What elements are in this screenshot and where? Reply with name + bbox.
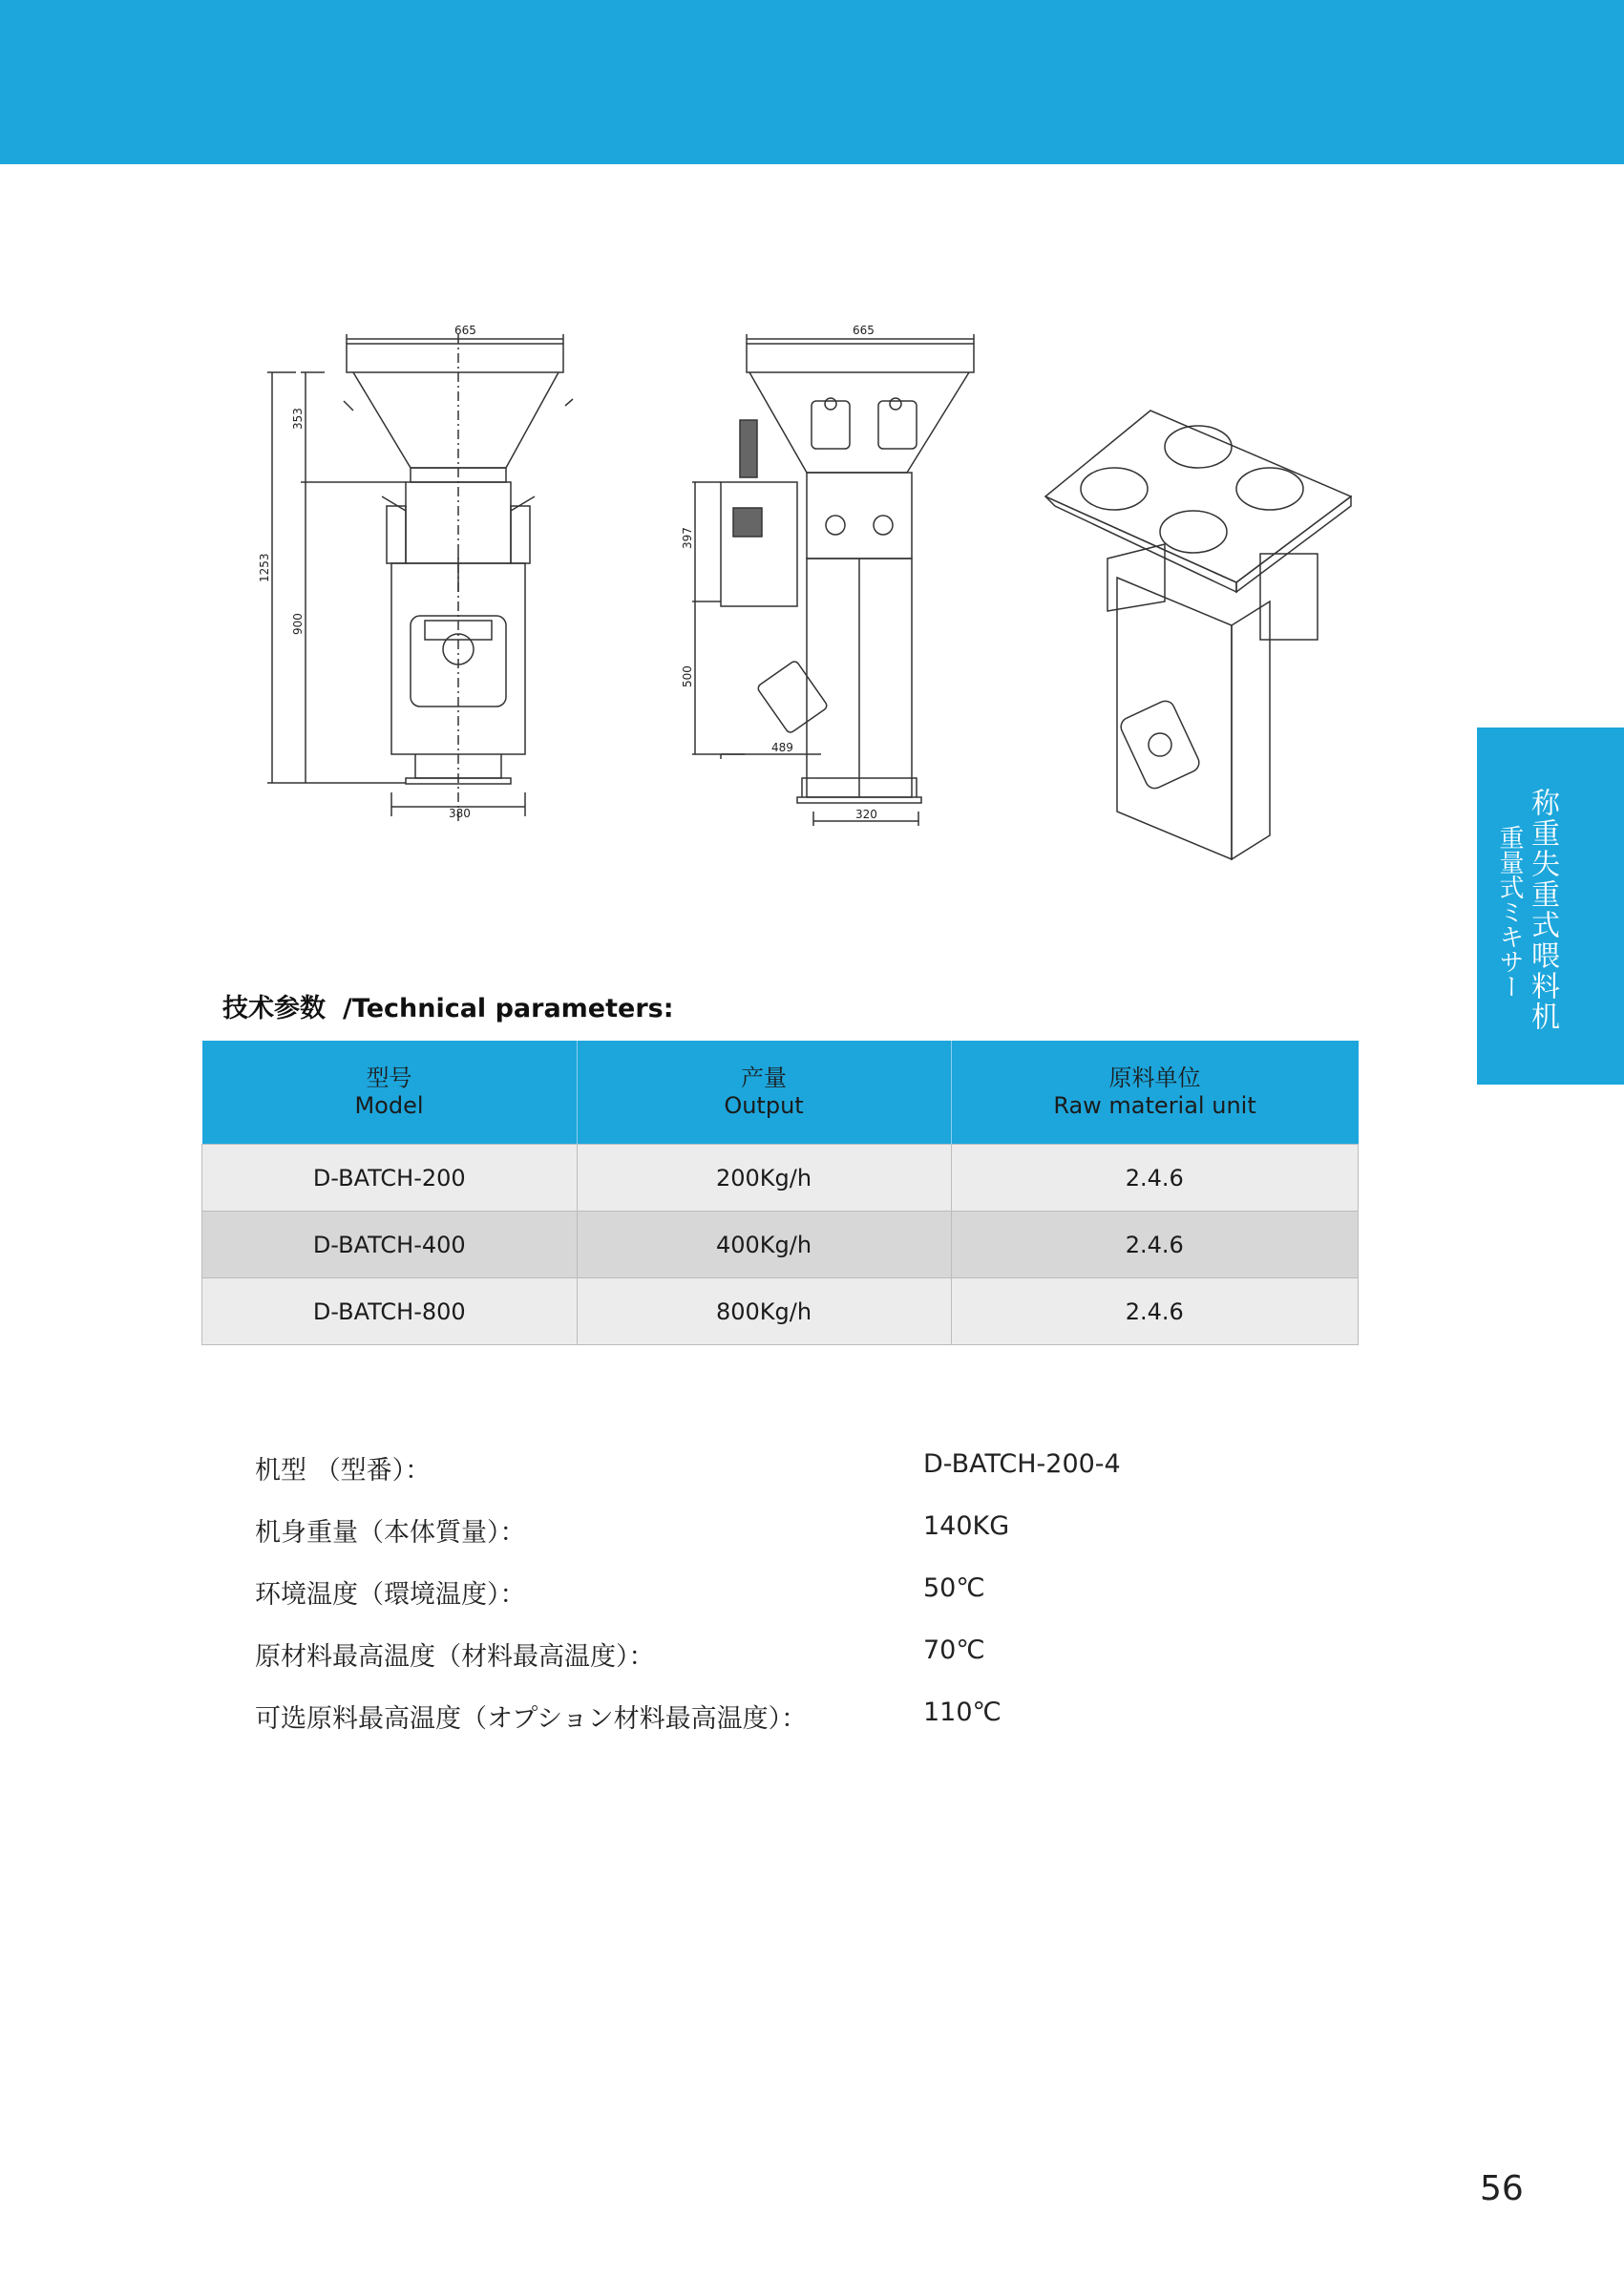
cell-model: D-BATCH-800 <box>202 1278 578 1345</box>
cell-output: 200Kg/h <box>577 1145 951 1212</box>
cell-unit: 2.4.6 <box>951 1212 1358 1278</box>
spec-row <box>255 1511 1210 1573</box>
table-row <box>202 1278 1359 1345</box>
spec-value: D-BATCH-200-4 <box>923 1449 1121 1479</box>
spec-label: 机型 （型番）： <box>255 1456 432 1486</box>
side-chapter-tab <box>1477 728 1624 1085</box>
table-header-row <box>202 1041 1359 1145</box>
front-dim-hopper: 353 <box>291 408 305 430</box>
isometric-view-drawing <box>1045 411 1351 859</box>
spec-value: 110℃ <box>923 1698 1002 1727</box>
front-view-drawing <box>267 334 573 821</box>
front-dim-body: 900 <box>291 613 305 635</box>
header-raw-material-unit <box>951 1041 1358 1145</box>
cell-unit: 2.4.6 <box>951 1145 1358 1212</box>
section-heading <box>222 987 674 1024</box>
spec-row <box>255 1698 1210 1760</box>
header-unit-zh: 原料单位 <box>1108 1065 1201 1091</box>
side-tab-title-zh: 称重失重式喂料机 <box>1526 788 1559 1032</box>
spec-value: 140KG <box>923 1511 1010 1541</box>
side-dim-base: 320 <box>855 808 877 821</box>
spec-value: 50℃ <box>923 1573 985 1603</box>
cell-output: 400Kg/h <box>577 1212 951 1278</box>
front-dim-base: 380 <box>449 807 471 820</box>
side-dim-top: 665 <box>853 324 875 337</box>
spec-row <box>255 1449 1210 1511</box>
technical-parameters-table <box>201 1041 1359 1345</box>
table-row <box>202 1145 1359 1212</box>
header-unit-en: Raw material unit <box>1053 1092 1256 1119</box>
header-output-en: Output <box>724 1092 804 1119</box>
spec-label: 原材料最高温度（材料最高温度）： <box>255 1642 655 1672</box>
side-dim-depth: 489 <box>771 741 793 754</box>
header-band <box>0 0 1624 164</box>
front-dim-top: 665 <box>454 324 476 337</box>
spec-row <box>255 1573 1210 1635</box>
spec-list <box>255 1449 1210 1760</box>
spec-label: 环境温度（環境温度）： <box>255 1580 526 1610</box>
side-view-drawing <box>692 334 974 826</box>
drawings-svg <box>210 306 1375 897</box>
spec-row <box>255 1635 1210 1698</box>
header-output-zh: 产量 <box>741 1065 788 1091</box>
header-model <box>202 1041 578 1145</box>
side-dim-lower: 500 <box>681 665 694 687</box>
cell-model: D-BATCH-200 <box>202 1145 578 1212</box>
header-output <box>577 1041 951 1145</box>
spec-value: 70℃ <box>923 1635 985 1665</box>
cell-output: 800Kg/h <box>577 1278 951 1345</box>
technical-drawings <box>210 306 1375 897</box>
page-number: 56 <box>1480 2169 1524 2208</box>
section-heading-zh: 技术参数 <box>222 994 326 1023</box>
spec-label: 可选原料最高温度（オプション材料最高温度）： <box>255 1704 808 1734</box>
section-heading-en: /Technical parameters: <box>343 994 674 1023</box>
side-tab-title-ja: 重量式ミキサー <box>1495 825 1524 999</box>
header-model-en: Model <box>354 1092 424 1119</box>
cell-unit: 2.4.6 <box>951 1278 1358 1345</box>
spec-label: 机身重量（本体質量）： <box>255 1518 526 1548</box>
front-dim-total: 1253 <box>258 553 271 582</box>
cell-model: D-BATCH-400 <box>202 1212 578 1278</box>
table-row <box>202 1212 1359 1278</box>
header-model-zh: 型号 <box>366 1065 412 1091</box>
side-dim-cabinet: 397 <box>681 527 694 549</box>
